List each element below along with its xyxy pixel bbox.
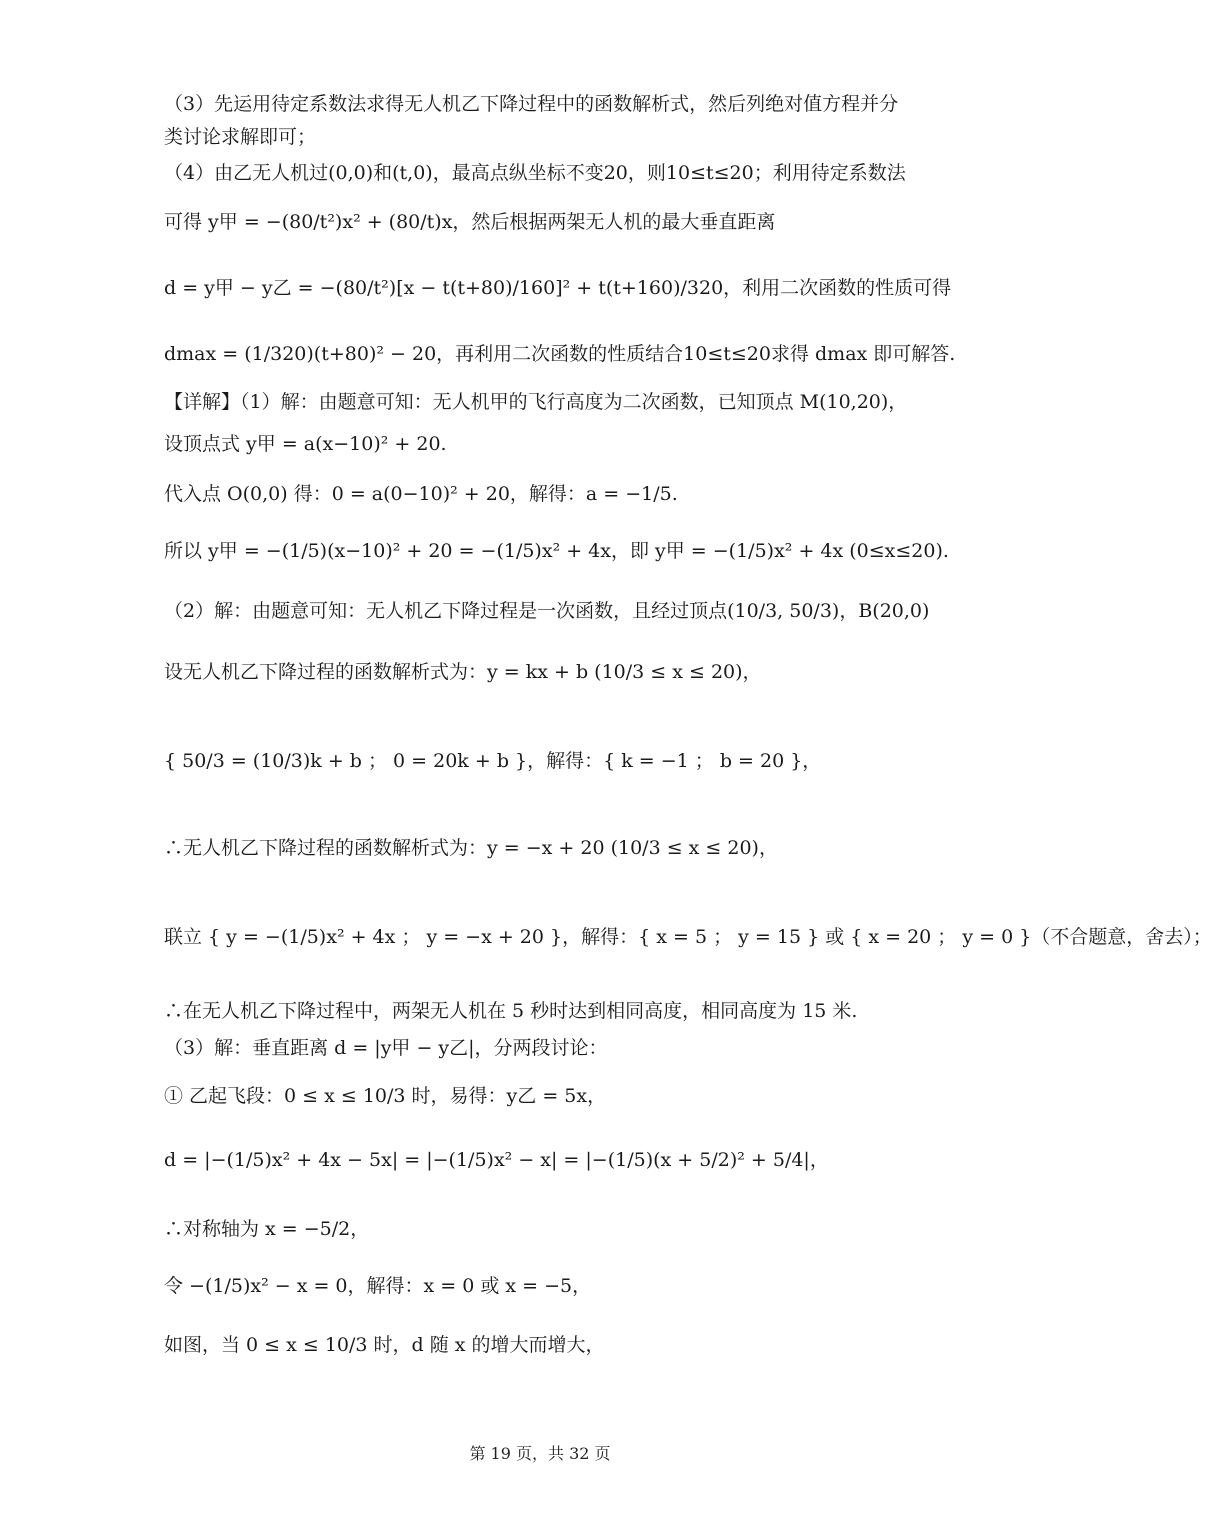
text-line-detail-3d: ∴对称轴为 x = −5/2， — [164, 1218, 370, 1240]
text-line-analysis-3b: 类讨论求解即可； — [164, 126, 317, 148]
text-line-detail-2c: ∴无人机乙下降过程的函数解析式为：y = −x + 20 (10/3 ≤ x ≤ 20)， — [164, 837, 778, 859]
text-line-detail-3a: （3）解：垂直距离 d = |y甲 − y乙|，分两段讨论： — [164, 1037, 608, 1059]
text-line-detail-1a: 【详解】（1）解：由题意可知：无人机甲的飞行高度为二次函数，已知顶点 M(10,20)， — [164, 391, 908, 413]
text-line-analysis-4a: （4）由乙无人机过(0,0)和(t,0)，最高点纵坐标不变20，则10≤t≤20；利用待定系数法 — [164, 162, 906, 184]
text-line-detail-2d: ∴在无人机乙下降过程中，两架无人机在 5 秒时达到相同高度，相同高度为 15 米. — [164, 1000, 858, 1022]
text-line-detail-2b: 设无人机乙下降过程的函数解析式为：y = kx + b (10/3 ≤ x ≤ 20)， — [164, 661, 762, 683]
text-line-detail-3e: 令 −(1/5)x² − x = 0，解得：x = 0 或 x = −5， — [164, 1275, 592, 1297]
text-line-analysis-4b: 可得 y甲 = −(80/t²)x² + (80/t)x，然后根据两架无人机的最大垂直距离 — [164, 211, 776, 233]
text-line-detail-3c: d = |−(1/5)x² + 4x − 5x| = |−(1/5)x² − x| = |−(1/5)(x + 5/2)² + 5/4|， — [164, 1149, 829, 1171]
text-line-detail-2a: （2）解：由题意可知：无人机乙下降过程是一次函数，且经过顶点(10/3, 50/3)，B(20,0) — [164, 600, 930, 622]
text-line-analysis-4c: d = y甲 − y乙 = −(80/t²)[x − t(t+80)/160]² + t(t+160)/320，利用二次函数的性质可得 — [164, 277, 952, 299]
text-line-analysis-3a: （3）先运用待定系数法求得无人机乙下降过程中的函数解析式，然后列绝对值方程并分 — [164, 93, 899, 115]
page-footer: 第 19 页，共 32 页 — [469, 1444, 611, 1463]
text-line-detail-3b: ① 乙起飞段：0 ≤ x ≤ 10/3 时，易得：y乙 = 5x， — [164, 1085, 607, 1107]
text-line-analysis-4d: dmax = (1/320)(t+80)² − 20，再利用二次函数的性质结合10≤t≤20求得 dmax 即可解答. — [164, 343, 956, 365]
text-line-detail-3f: 如图，当 0 ≤ x ≤ 10/3 时，d 随 x 的增大而增大， — [164, 1334, 605, 1356]
text-line-detail-1c: 代入点 O(0,0) 得：0 = a(0−10)² + 20，解得：a = −1/5. — [164, 483, 678, 505]
text-line-detail-2-joint: 联立 { y = −(1/5)x² + 4x ； y = −x + 20 }，解得：{ x = 5 ； y = 15 } 或 { x = 20 ； y = 0 }（不合题意，舍去）； — [164, 926, 1212, 948]
text-line-detail-1b: 设顶点式 y甲 = a(x−10)² + 20. — [164, 433, 447, 455]
text-line-detail-2-system: { 50/3 = (10/3)k + b ； 0 = 20k + b }，解得：{ k = −1 ； b = 20 }， — [164, 750, 822, 772]
text-line-detail-1d: 所以 y甲 = −(1/5)(x−10)² + 20 = −(1/5)x² + 4x，即 y甲 = −(1/5)x² + 4x (0≤x≤20). — [164, 540, 949, 562]
